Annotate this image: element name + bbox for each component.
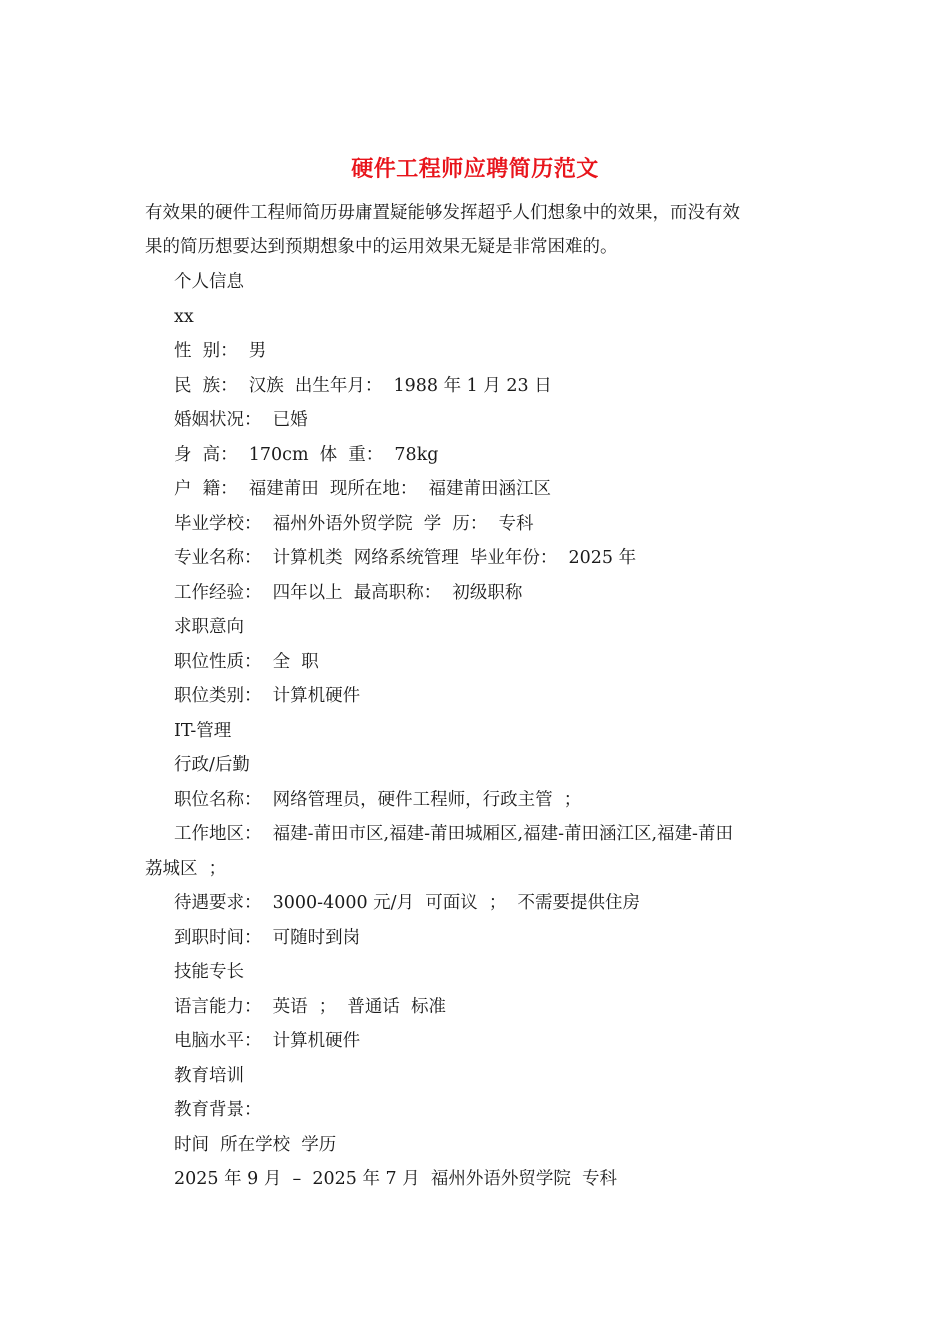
education-table-header: 时间 所在学校 学历 xyxy=(174,1134,337,1155)
start-date-line: 到职时间： 可随时到岗 xyxy=(174,927,361,948)
name-line: xx xyxy=(174,306,194,327)
job-category-it: IT-管理 xyxy=(174,720,232,741)
work-area-line-continued: 荔城区 ； xyxy=(145,858,227,879)
education-entry: 2025 年 9 月 – 2025 年 7 月 福州外语外贸学院 专科 xyxy=(174,1169,617,1189)
work-area-line: 工作地区： 福建-莆田市区,福建-莆田城厢区,福建-莆田涵江区,福建-莆田 xyxy=(174,824,733,844)
experience-title-line: 工作经验： 四年以上 最高职称： 初级职称 xyxy=(174,582,523,603)
intro-paragraph xyxy=(145,196,810,264)
gender-line: 性 别： 男 xyxy=(174,341,267,361)
job-category-line: 职位类别： 计算机硬件 xyxy=(174,686,361,706)
section-heading-personal-info: 个人信息 xyxy=(174,272,244,292)
marital-status-line: 婚姻状况： 已婚 xyxy=(174,410,308,430)
section-heading-job-intention: 求职意向 xyxy=(174,617,244,637)
ethnicity-birth-line: 民 族： 汉族 出生年月： 1988 年 1 月 23 日 xyxy=(174,375,552,396)
job-title-line: 职位名称： 网络管理员，硬件工程师，行政主管 ； xyxy=(174,789,582,810)
residence-line: 户 籍： 福建莆田 现所在地： 福建莆田涵江区 xyxy=(174,479,552,499)
education-background-label: 教育背景： xyxy=(174,1100,262,1120)
intro-line: 果的简历想要达到预期想象中的运用效果无疑是非常困难的。 xyxy=(145,237,618,257)
salary-line: 待遇要求： 3000-4000 元/月 可面议 ； 不需要提供住房 xyxy=(174,893,640,913)
resume-body xyxy=(145,265,815,1197)
language-skill-line: 语言能力： 英语 ； 普通话 标准 xyxy=(174,996,447,1017)
height-weight-line: 身 高： 170cm 体 重： 78kg xyxy=(174,444,439,465)
document-title: 硬件工程师应聘简历范文 xyxy=(351,156,599,182)
section-heading-skills: 技能专长 xyxy=(174,962,244,982)
section-heading-education: 教育培训 xyxy=(174,1065,244,1086)
major-graduation-line: 专业名称： 计算机类 网络系统管理 毕业年份： 2025 年 xyxy=(174,548,637,568)
intro-line: 有效果的硬件工程师简历毋庸置疑能够发挥超乎人们想象中的效果，而没有效 xyxy=(145,203,740,223)
job-nature-line: 职位性质： 全 职 xyxy=(174,651,319,672)
school-degree-line: 毕业学校： 福州外语外贸学院 学 历： 专科 xyxy=(174,513,534,534)
job-category-admin: 行政/后勤 xyxy=(174,755,250,775)
computer-skill-line: 电脑水平： 计算机硬件 xyxy=(174,1031,361,1051)
